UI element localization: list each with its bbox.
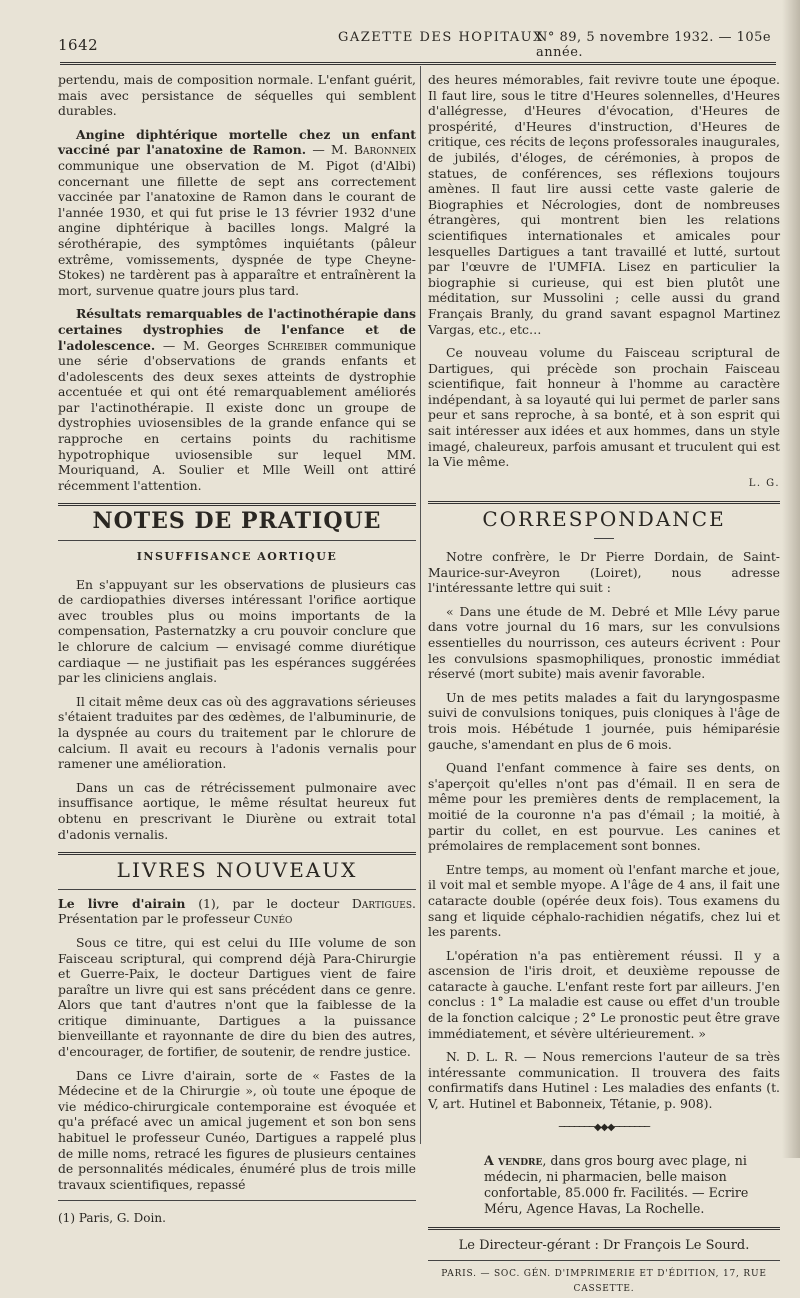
paragraph: Sous ce titre, qui est celui du IIIe volume de son Faisceau scriptural, qui comprend déjà Para-Chirurgie et Guerre-Paix, le docteur Dartigues vient de faire paraître un livre qui est sans précédent dans ce genre. Alors que tant d'autres n'ont que la faiblesse de la critique diminuante, Dartigues a la puissance bienveillante et rayonnante de dire du bien des autres, d'encourager, de fortifier, de soutenir, de rendre justice.: [58, 934, 416, 1060]
paragraph: Dans ce Livre d'airain, sorte de « Fastes de la Médecine et de la Chirurgie », où toute une époque de vie médico-chirurgicale contemporaine est évoquée et qu'a préfacé avec un amical jugement et son bon sens habituel le professeur Cunéo, Dartigues a rappelé plus de mille noms, retracé les figures de plusieurs centaines de personnalités médicales, énuméré plus de trois mille travaux scientifiques, repassé: [58, 1067, 416, 1192]
printer-line: PARIS. — SOC. GÉN. D'IMPRIMERIE ET D'ÉDITION, 17, RUE CASSETTE.: [441, 1268, 767, 1295]
section-rule: [58, 852, 416, 855]
paragraph: En s'appuyant sur les observations de plusieurs cas de cardiopathies diverses intéressant l'orifice aortique avec troubles plus ou moins importants de la compensation, Pasternatzky a cru pouvoir conclure que le chlorure de calcium — envisagé comme diurétique cardiaque — ne justifiait pas les espérances suggérées par les cliniciens anglais.: [58, 576, 416, 686]
section-rule: [428, 1260, 780, 1261]
book-title: Le livre d'airain: [58, 895, 186, 911]
left-column: [58, 72, 416, 1227]
text-fragment: — M. Georges: [155, 337, 268, 353]
paragraph-title: Résultats remarquables de l'actinothérapie dans certaines dystrophies de l'enfance et de l'adolescence.: [58, 306, 416, 353]
page-header: [58, 30, 776, 60]
section-rule: [428, 501, 780, 504]
paragraph: Notre confrère, le Dr Pierre Dordain, de Saint-Maurice-sur-Aveyron (Loiret), nous adresse l'intéressante lettre qui suit :: [428, 549, 780, 596]
page-number: 1642: [58, 36, 99, 54]
paragraph: pertendu, mais de composition normale. L'enfant guérit, mais avec persistance de séquelles qui semblent durables.: [58, 72, 416, 119]
paragraph-body: communique une série d'observations de grands enfants et d'adolescents des deux sexes atteints de dystrophie accentuée et qui ont été remarquablement améliorés par l'actinothérapie. Il existe donc un groupe de dystrophies uviosensibles de la grande enfance qui se rapproche en certains points du rachitisme hypotrophique uviosensible sur lequel MM. Mouriquand, A. Soulier et Mlle Weill ont attiré récemment l'attention.: [58, 337, 416, 493]
paragraph: Un de mes petits malades a fait du laryngospasme suivi de convulsions toniques, puis cloniques à l'âge de trois mois. Hébétude 1 journée, puis hémiparésie gauche, s'amendant en plus de 6 mois.: [428, 689, 780, 752]
section-title-correspondance: CORRESPONDANCE: [482, 507, 726, 532]
paragraph: Ce nouveau volume du Faisceau scriptural de Dartigues, qui précède son prochain Faisceau scientifique, fait honneur à l'homme au caractère indépendant, à sa loyauté qui lui permet de parler sans peur et sans reproche, à sa bonté, et à son esprit qui sait intéresser aux idées et aux hommes, dans un style imagé, chaleureux, parfois amusant et truculent qui est la Vie même.: [428, 345, 780, 470]
paragraph-body: communique une observation de M. Pigot (d'Albi) concernant une fillette de sept ans correctement vaccinée par l'anatoxine de Ramon dans le courant de l'année 1930, et qui fut prise le 13 février 1932 d'une angine diphtérique à bacilles longs. Malgré la sérothérapie, des symptômes inquiétants (pâleur extrême, vomissements, dyspnée de type Cheyne-Stokes) ne tardèrent pas à apparaître et entraînèrent la mort, survenue quatre jours plus tard.: [58, 157, 416, 298]
section-rule: [428, 1227, 780, 1230]
journal-title: GAZETTE DES HOPITAUX: [338, 30, 544, 45]
signature: L. G.: [748, 477, 780, 489]
paragraph: Entre temps, au moment où l'enfant marche et joue, il voit mal et semble myope. A l'âge de 4 ans, il fait une cataracte double (opérée deux fois). Tous examens du sang et liquide céphalo-rachidien négatifs, chez lui et les parents.: [428, 861, 780, 940]
ad-body: , dans gros bourg avec plage, ni médecin, ni pharmacien, belle maison confortable, 85.000 fr. Facilités. — Ecrire Méru, Agence Havas, La Rochelle.: [484, 1153, 749, 1217]
paragraph-angine: [58, 127, 416, 299]
section-rule: [594, 538, 614, 539]
section-title-livres: LIVRES NOUVEAUX: [116, 858, 358, 883]
section-rule: [58, 540, 416, 541]
paragraph: Il citait même deux cas où des aggravations sérieuses s'étaient traduites par des œdèmes, de l'albuminurie, de la dyspnée au cours du traitement par le chlorure de calcium. Il avait eu recours à l'adonis vernalis pour ramener une amélioration.: [58, 693, 416, 772]
section-rule: [58, 889, 416, 890]
paragraph: Dans un cas de rétrécissement pulmonaire avec insuffisance aortique, le même résultat heureux fut obtenu en prescrivant le Diurène ou extrait total d'adonis vernalis.: [58, 779, 416, 842]
author-name: Cunéo: [253, 911, 293, 927]
ad-lead: A vendre: [484, 1153, 543, 1169]
subsection-title: INSUFFISANCE AORTIQUE: [136, 550, 338, 564]
ornament-divider: ───────◆◆◆───────: [558, 1121, 650, 1133]
paragraph: « Dans une étude de M. Debré et Mlle Lévy parue dans votre journal du 16 mars, sur les convulsions essentielles du nourrisson, ces auteurs écrivent : Pour les convulsions spasmophiliques, pronostic immédiat réservé (mort subite) mais avenir favorable.: [428, 603, 780, 682]
paragraph: N. D. L. R. — Nous remercions l'auteur de sa très intéressante communication. Il trouvera des faits confirmatifs dans Hutinel : Les maladies des enfants (t. V, art. Hutinel et Babonneix, Tétanie, p. 908).: [428, 1049, 780, 1112]
section-rule: [58, 503, 416, 506]
paragraph-title: Angine diphtérique mortelle chez un enfant vacciné par l'anatoxine de Ramon.: [58, 126, 416, 158]
book-heading: [58, 896, 416, 927]
issue-info: N° 89, 5 novembre 1932. — 105e année.: [536, 30, 772, 60]
footnote-rule: [58, 1200, 416, 1201]
paragraph-actinotherapie: [58, 306, 416, 493]
author-name: Dartigues: [351, 895, 413, 911]
author-name: Schreiber: [267, 337, 328, 353]
paragraph: Quand l'enfant commence à faire ses dents, on s'aperçoit qu'elles n'ont pas d'émail. Il en sera de même pour les premières dents de remplacement, la moitié de la couronne n'a pas d'émail ; la moitié, à partir du collet, en est pourvue. Les canines et prémolaires de remplacement sont bonnes.: [428, 760, 780, 854]
paragraph: L'opération n'a pas entièrement réussi. Il y a ascension de l'iris droit, et deuxième repousse de cataracte à gauche. L'enfant reste fort par ailleurs. J'en conclus : 1° La maladie est cause ou effet d'un trouble de la fonction calcique ; 2° Le pronostic peut être grave immédiatement, et sévère ultérieurement. »: [428, 947, 780, 1041]
column-divider: [420, 66, 421, 1144]
director-line: Le Directeur-gérant : Dr François Le Sourd.: [458, 1238, 750, 1254]
footnote: (1) Paris, G. Doin.: [58, 1211, 166, 1226]
text-fragment: . Présentation par le professeur: [58, 895, 416, 927]
page-edge-shadow: [782, 0, 800, 1158]
author-name: Baronneix: [353, 142, 416, 158]
classified-ad: [484, 1153, 780, 1217]
text-fragment: (1), par le docteur: [185, 895, 352, 911]
paragraph: des heures mémorables, fait revivre toute une époque. Il faut lire, sous le titre d'Heures solennelles, d'Heures d'allégresse, d'Heures d'évocation, d'Heures de prospérité, d'Heures d'instruction, d'Heures de critique, ces récits de leçons professorales inaugurales, de jubilés, d'éloges, de cérémonies, à propos de statues, de conférences, ses réflexions toujours amènes. Il faut lire aussi cette vaste galerie de Biographies et Nécrologies, dont de nombreuses étrangères, qui montrent bien les relations scientifiques internationales et amicales pour lesquelles Dartigues a tant travaillé et lutté, surtout par l'œuvre de l'UMFIA. Lisez en particulier la biographie si curieuse, qui est bien plutôt une méditation, sur Mussolini ; celle aussi du grand Français Branly, du grand savant espagnol Martinez Vargas, etc., etc…: [428, 72, 780, 337]
header-rule: [60, 62, 776, 65]
section-title-notes: NOTES DE PRATIQUE: [92, 508, 382, 535]
text-fragment: — M.: [306, 142, 354, 158]
right-column: [428, 72, 780, 1298]
